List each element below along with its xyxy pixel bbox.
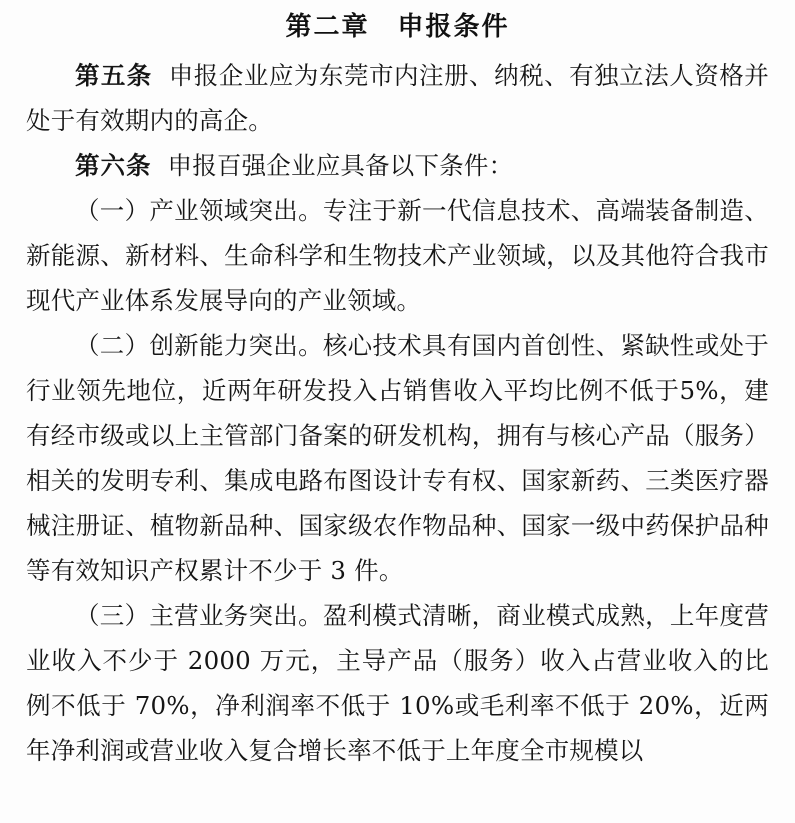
paragraph-item-1 — [26, 188, 769, 323]
paragraph-lead-article-6: 第六条 — [75, 151, 152, 180]
paragraph-article-6 — [26, 143, 769, 188]
paragraph-item-3 — [26, 593, 769, 773]
paragraph-article-5 — [26, 53, 769, 143]
paragraph-text-article-6: 申报百强企业应具备以下条件： — [167, 151, 514, 180]
paragraph-lead-article-5: 第五条 — [75, 61, 153, 90]
paragraph-item-2 — [26, 323, 769, 593]
paragraph-text-item-2: （二）创新能力突出。核心技术具有国内首创性、紧缺性或处于行业领先地位，近两年研发投入占销售收入平均比例不低于5%，建有经市级或以上主管部门备案的研发机构，拥有与核心产品（服务）相关的发明专利、集成电路布图设计专有权、国家新药、三类医疗器械注册证、植物新品种、国家级农作物品种、国家一级中药保护品种等有效知识产权累计不少于 3 件。 — [26, 331, 769, 585]
paragraph-text-item-1: （一）产业领域突出。专注于新一代信息技术、高端装备制造、新能源、新材料、生命科学和生物技术产业领域，以及其他符合我市现代产业体系发展导向的产业领域。 — [26, 196, 769, 315]
document-body — [0, 53, 795, 773]
paragraph-text-item-3: （三）主营业务突出。盈利模式清晰，商业模式成熟，上年度营业收入不少于 2000 万元，主导产品（服务）收入占营业收入的比例不低于 70%，净利润率不低于 10%或毛利率不低于 20%，近两年净利润或营业收入复合增长率不低于上年度全市规模以 — [26, 601, 769, 765]
chapter-title: 第二章 申报条件 — [285, 12, 510, 42]
paragraph-text-article-5: 申报企业应为东莞市内注册、纳税、有独立法人资格并处于有效期内的高企。 — [26, 61, 769, 135]
